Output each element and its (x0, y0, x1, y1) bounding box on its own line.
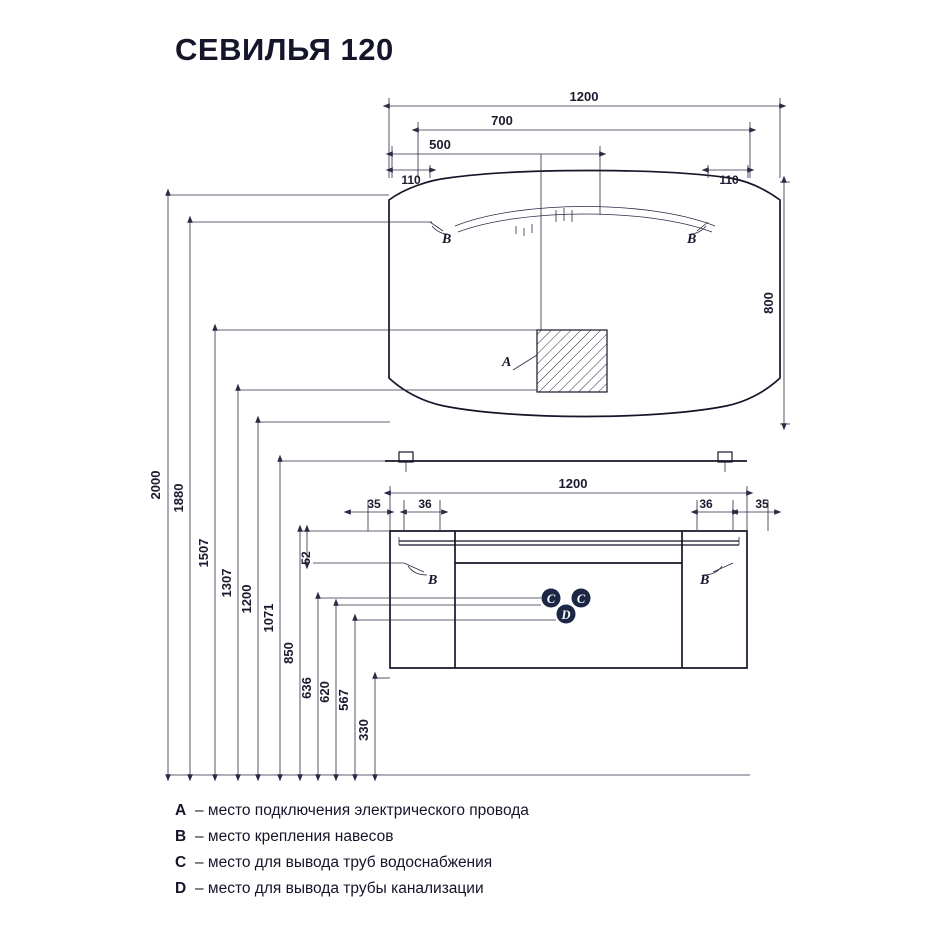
electric-connection-area (537, 330, 607, 392)
legend-key-c: C (175, 854, 187, 871)
page-title: СЕВИЛЬЯ 120 (175, 32, 394, 67)
mark-b-cabinet-right: B (700, 573, 710, 588)
mirror-top-dimensions (389, 89, 780, 330)
dim-850: 850 (281, 642, 296, 664)
mark-b-mirror-left: B (442, 232, 452, 247)
dim-cabinet-35-right: 35 (755, 497, 769, 511)
dim-cabinet-35-left: 35 (367, 497, 381, 511)
cabinet-top-dimensions (350, 476, 775, 531)
legend-key-b: B (175, 828, 187, 845)
dim-1200: 1200 (239, 584, 254, 614)
mark-b-cabinet-left: B (428, 573, 438, 588)
cabinet-marks (404, 563, 733, 624)
dim-mirror-height: 800 (761, 292, 776, 314)
legend-key-d: D (175, 880, 187, 897)
dim-mirror-500: 500 (429, 137, 451, 152)
legend-text-c: – место для вывода труб водоснабжения (195, 854, 493, 871)
dim-636: 636 (299, 677, 314, 699)
dim-330: 330 (356, 719, 371, 741)
mark-b-mirror-right: B (687, 232, 697, 247)
legend-item-c (175, 850, 815, 876)
legend (175, 798, 815, 902)
dim-cabinet-36-right: 36 (699, 497, 713, 511)
legend-item-a (175, 798, 815, 824)
legend-text-a: – место подключения электрического провода (195, 802, 529, 819)
dim-2000: 2000 (148, 470, 163, 500)
dim-mirror-110-right: 110 (719, 173, 739, 187)
vertical-dimension-stack (148, 195, 750, 775)
dim-cabinet-36-left: 36 (418, 497, 432, 511)
cabinet-outline (390, 531, 747, 668)
dim-620: 620 (317, 681, 332, 703)
dim-1307: 1307 (219, 568, 234, 598)
mirror-height-dimension (761, 182, 790, 424)
dim-1507: 1507 (196, 538, 211, 568)
legend-text-d: – место для вывода трубы канализации (195, 880, 484, 897)
legend-text-b: – место крепления навесов (195, 828, 394, 845)
dim-1880: 1880 (171, 483, 186, 513)
legend-item-b (175, 824, 815, 850)
shelf-rail (385, 452, 747, 472)
legend-item-d (175, 876, 815, 902)
dim-cabinet-width: 1200 (558, 476, 588, 491)
mark-c-right: C (576, 592, 586, 606)
dim-mirror-700: 700 (491, 113, 513, 128)
mark-a-electric: A (502, 355, 512, 370)
legend-key-a: A (175, 802, 187, 819)
dim-567: 567 (336, 689, 351, 711)
dim-mirror-110-left: 110 (401, 173, 421, 187)
dim-mirror-width: 1200 (569, 89, 599, 104)
mark-c-left: C (546, 592, 556, 606)
dim-52: 52 (299, 551, 313, 565)
mark-d-drain: D (561, 608, 571, 622)
dim-1071: 1071 (261, 603, 276, 633)
